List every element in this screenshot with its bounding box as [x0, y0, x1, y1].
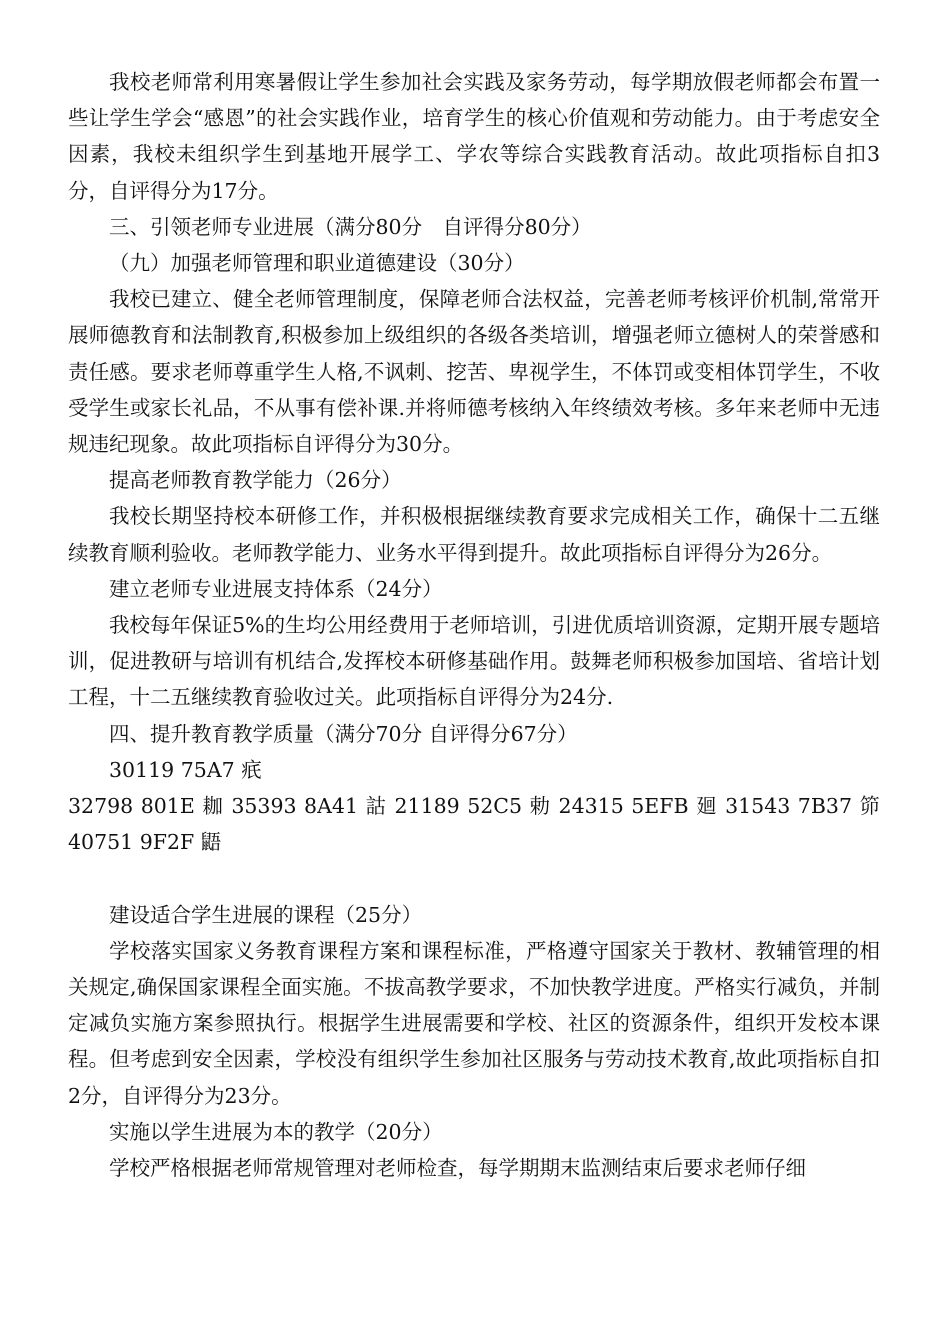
paragraph-support-system: 我校每年保证5%的生均公用经费用于老师培训，引进优质培训资源，定期开展专题培训，促进教研与培训有机结合,发挥校本研修基础作用。鼓舞老师积极参加国培、省培计划工程，十二五继续教育验收过关。此项指标自评得分为24分. [68, 613, 880, 710]
section-heading-teacher-development: 三、引领老师专业进展（满分80分 自评得分80分） [109, 214, 592, 239]
subheading-support-system: 建立老师专业进展支持体系（24分） [109, 576, 443, 601]
section-heading-teaching-quality: 四、提升教育教学质量（满分70分 自评得分67分） [109, 721, 578, 746]
blank-line [68, 860, 880, 896]
subheading-curriculum: 建设适合学生进展的课程（25分） [109, 902, 423, 927]
code-line-1: 30119 75A7 疧 [109, 757, 262, 782]
paragraph-practice: 我校老师常利用寒暑假让学生参加社会实践及家务劳动，每学期放假老师都会布置一些让学生学会“感恩”的社会实践作业，培育学生的核心价值观和劳动能力。由于考虑安全因素，我校未组织学生到基地开展学工、学农等综合实践教育活动。故此项指标自扣3分，自评得分为17分。 [68, 70, 880, 203]
subheading-teaching-ability: 提高老师教育教学能力（26分） [109, 468, 402, 493]
paragraph-curriculum: 学校落实国家义务教育课程方案和课程标准，严格遵守国家关于教材、教辅管理的相关规定,确保国家课程全面实施。不拔高教学要求，不加快教学进度。严格实行减负，并制定减负实施方案参照执行。根据学生进展需要和学校、社区的资源条件，组织开发校本课程。但考虑到安全因素，学校没有组织学生参加社区服务与劳动技术教育,故此项指标自扣2分，自评得分为23分。 [68, 938, 880, 1108]
paragraph-teacher-management: 我校已建立、健全老师管理制度，保障老师合法权益，完善老师考核评价机制,常常开展师德教育和法制教育,积极参加上级组织的各级各类培训，增强老师立德树人的荣誉感和责任感。要求老师尊重学生人格,不讽刺、挖苦、卑视学生，不体罚或变相体罚学生，不收受学生或家长礼品，不从事有偿补课.并将师德考核纳入年终绩效考核。多年来老师中无违规违纪现象。故此项指标自评得分为30分。 [68, 287, 880, 457]
paragraph-student-centered-teaching: 学校严格根据老师常规管理对老师检查，每学期期末监测结束后要求老师仔细 [109, 1156, 806, 1181]
subheading-teacher-management: （九）加强老师管理和职业道德建设（30分） [109, 251, 525, 276]
code-line-2: 32798 801E 耞 35393 8A41 詁 21189 52C5 勅 24315 5EFB 廻 31543 7B37 笷 40751 9F2F 鼯 [68, 794, 880, 855]
subheading-student-centered-teaching: 实施以学生进展为本的教学（20分） [109, 1119, 443, 1144]
document-page [68, 64, 880, 1186]
paragraph-teaching-ability: 我校长期坚持校本研修工作，并积极根据继续教育要求完成相关工作，确保十二五继续教育顺利验收。老师教学能力、业务水平得到提升。故此项指标自评得分为26分。 [68, 504, 880, 565]
